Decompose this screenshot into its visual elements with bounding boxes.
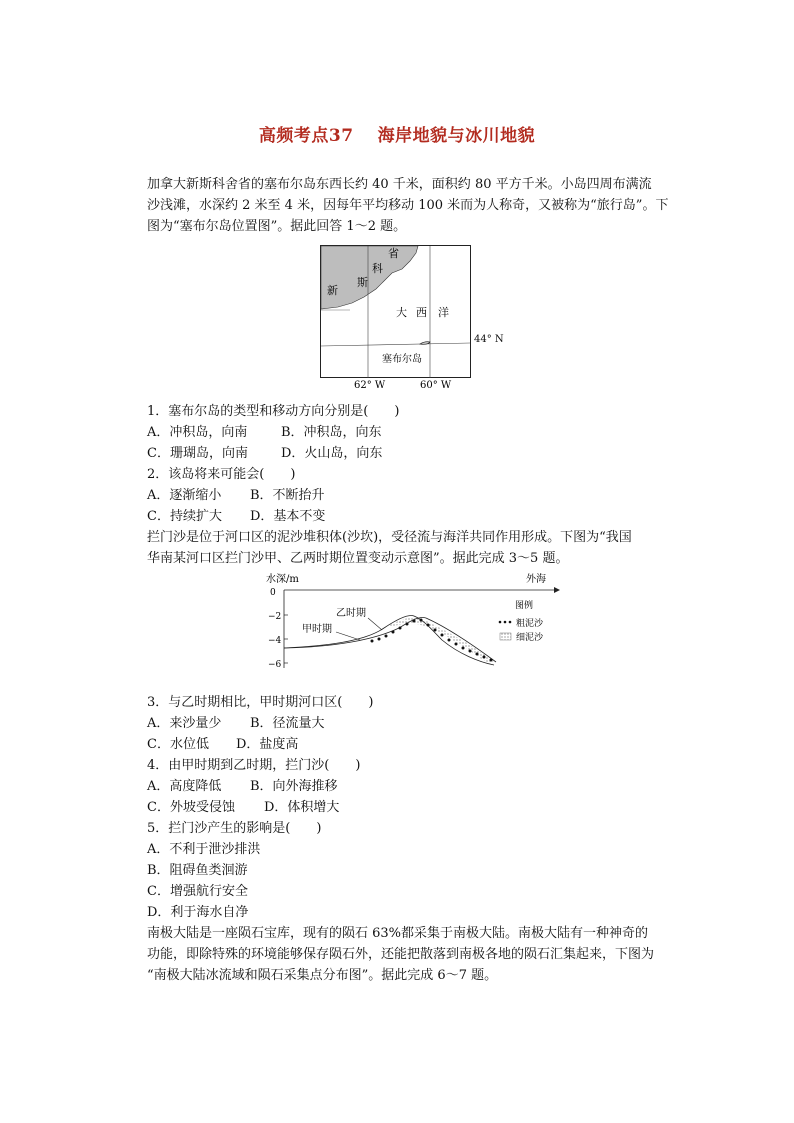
map-label-lon62: 62° W: [354, 380, 386, 391]
map-label-da: 大: [396, 306, 407, 319]
q3-option-a: A．来沙量少: [147, 716, 222, 731]
q5-option-c: C．增强航行安全: [147, 884, 248, 899]
legend-coarse-symbol: [499, 621, 512, 624]
q1-option-b: B．冲积岛，向东: [281, 425, 382, 440]
diagram-sea-label: 外海: [526, 574, 546, 585]
page-title: [0, 121, 794, 146]
diagram-tick-4: −4: [268, 636, 282, 646]
period-yi-profile: [284, 616, 494, 666]
q3-option-c: C．水位低: [147, 737, 209, 752]
q5-option-a: A．不利于泄沙排洪: [147, 842, 261, 857]
q2-option-a: A．逐渐缩小: [147, 488, 222, 503]
map-label-province: 省: [388, 247, 399, 260]
map-label-lat44: 44° N: [474, 334, 504, 345]
label-period-yi: 乙时期: [336, 608, 366, 619]
q3-option-b: B．径流量大: [250, 716, 325, 731]
diagram-tick-6: −6: [268, 660, 282, 670]
title-sub: 海岸地貌与冰川地貌: [377, 126, 536, 146]
q4-option-c: C．外坡受侵蚀: [147, 800, 235, 815]
q2-option-d: D．基本不变: [250, 509, 326, 524]
q5-option-b: B．阻碍鱼类洄游: [147, 863, 248, 878]
q1-option-d: D．火山岛，向东: [281, 446, 383, 461]
sable-island-map: [320, 245, 471, 391]
legend-coarse-label: 粗泥沙: [516, 619, 544, 629]
q2-option-c: C．持续扩大: [147, 509, 222, 524]
intro1-line1: 加拿大新斯科舍省的塞布尔岛东西长约 40 千米，面积约 80 平方千米。小岛四周布满流: [147, 177, 652, 192]
intro1-line2: 沙浅滩，水深约 2 米至 4 米，因每年平均移动 100 米而为人称奇，又被称为“旅行岛”。下: [147, 198, 669, 213]
intro2-line2: 华南某河口区拦门沙甲、乙两时期位置变动示意图”。据此完成 3～5 题。: [147, 551, 569, 566]
q4-option-d: D．体积增大: [264, 800, 340, 815]
q1-stem: 1．塞布尔岛的类型和移动方向分别是( ): [147, 404, 400, 419]
map-label-yang: 洋: [438, 306, 449, 319]
q5-option-d: D．利于海水自净: [147, 905, 249, 920]
legend-fine-symbol: [500, 633, 511, 640]
intro2-line1: 拦门沙是位于河口区的泥沙堆积体(沙坎)，受径流与海洋共同作用形成。下图为“我国: [147, 530, 632, 545]
map-label-ke: 科: [372, 262, 383, 275]
q1-option-a: A．冲积岛，向南: [147, 425, 248, 440]
q2-option-b: B．不断抬升: [250, 488, 325, 503]
map-label-xi: 西: [416, 306, 427, 319]
legend-title: 图例: [515, 601, 534, 611]
diagram-ylabel: 水深/m: [266, 574, 299, 585]
q3-stem: 3．与乙时期相比，甲时期河口区( ): [147, 695, 374, 710]
map-label-island: 塞布尔岛: [382, 354, 422, 365]
q1-option-c: C．珊瑚岛，向南: [147, 446, 248, 461]
intro3-line1: 南极大陆是一座陨石宝库，现有的陨石 63%都采集于南极大陆。南极大陆有一种神奇的: [147, 926, 649, 941]
intro3-line3: “南极大陆冰流域和陨石采集点分布图”。据此完成 6～7 题。: [147, 968, 498, 983]
q4-stem: 4．由甲时期到乙时期，拦门沙( ): [147, 758, 361, 773]
map-label-si: 斯: [357, 276, 368, 289]
intro1-line3: 图为“塞布尔岛位置图”。据此回答 1～2 题。: [147, 219, 407, 234]
map-label-xin: 新: [327, 284, 338, 297]
q3-option-d: D．盐度高: [236, 737, 299, 752]
q5-stem: 5．拦门沙产生的影响是( ): [147, 821, 322, 836]
sandbar-diagram: [264, 570, 564, 675]
diagram-tick-2: −2: [268, 612, 282, 622]
q2-stem: 2．该岛将来可能会( ): [147, 467, 296, 482]
intro3-line2: 功能，即除特殊的环境能够保存陨石外，还能把散落到南极各地的陨石汇集起来，下图为: [147, 947, 655, 962]
label-period-jia: 甲时期: [302, 624, 332, 635]
title-main: 高频考点37: [258, 126, 354, 146]
diagram-tick-0: 0: [270, 588, 276, 598]
legend-fine-label: 细泥沙: [516, 633, 544, 643]
map-label-lon60: 60° W: [420, 380, 452, 391]
q4-option-a: A．高度降低: [147, 779, 222, 794]
q4-option-b: B．向外海推移: [250, 779, 338, 794]
